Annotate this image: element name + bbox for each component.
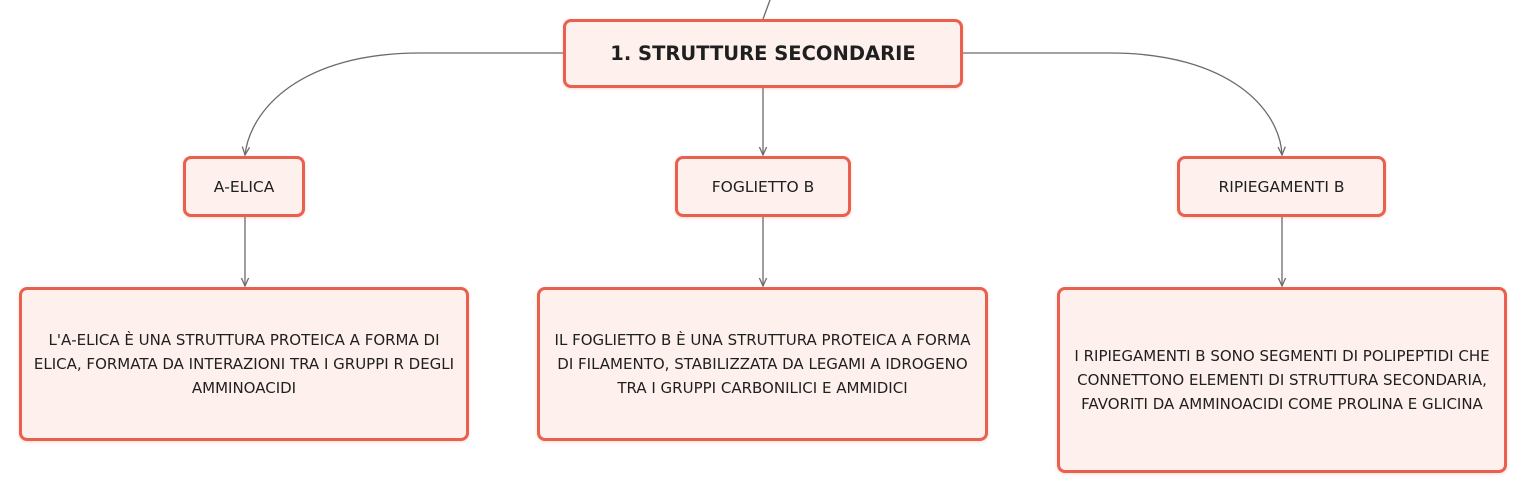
description-text-ripiegamenti-beta: I RIPIEGAMENTI Β SONO SEGMENTI DI POLIPEPTIDI CHE CONNETTONO ELEMENTI DI STRUTTURA SECONDARIA, FAVORITI DA AMMINOACIDI COME PROLINA E GLICINA (1074, 347, 1490, 413)
topic-node-ripiegamenti-beta[interactable] (1177, 156, 1386, 217)
root-topic-node[interactable] (563, 19, 963, 88)
connector-root-to-alfa-elica (245, 53, 563, 155)
topic-label-ripiegamenti-beta: RIPIEGAMENTI Β (1218, 177, 1345, 196)
description-node-ripiegamenti-beta[interactable] (1057, 287, 1507, 473)
description-text-foglietto-beta: IL FOGLIETTO Β È UNA STRUTTURA PROTEICA A FORMA DI FILAMENTO, STABILIZZATA DA LEGAMI A IDROGENO TRA I GRUPPI CARBONILICI E AMMIDICI (554, 331, 971, 397)
root-topic-label: 1. STRUTTURE SECONDARIE (610, 42, 916, 65)
topic-label-alfa-elica: Α-ELICA (213, 177, 275, 196)
description-node-foglietto-beta[interactable] (537, 287, 988, 441)
topic-node-foglietto-beta[interactable] (675, 156, 851, 217)
connector-root-to-ripiegamenti (963, 53, 1282, 155)
description-node-alfa-elica[interactable] (19, 287, 469, 441)
topic-node-alfa-elica[interactable] (183, 156, 305, 217)
description-text-alfa-elica: L'Α-ELICA È UNA STRUTTURA PROTEICA A FORMA DI ELICA, FORMATA DA INTERAZIONI TRA I GRUPPI R DEGLI AMMINOACIDI (33, 331, 455, 397)
parent-connector (763, 0, 770, 19)
topic-label-foglietto-beta: FOGLIETTO Β (711, 177, 815, 196)
